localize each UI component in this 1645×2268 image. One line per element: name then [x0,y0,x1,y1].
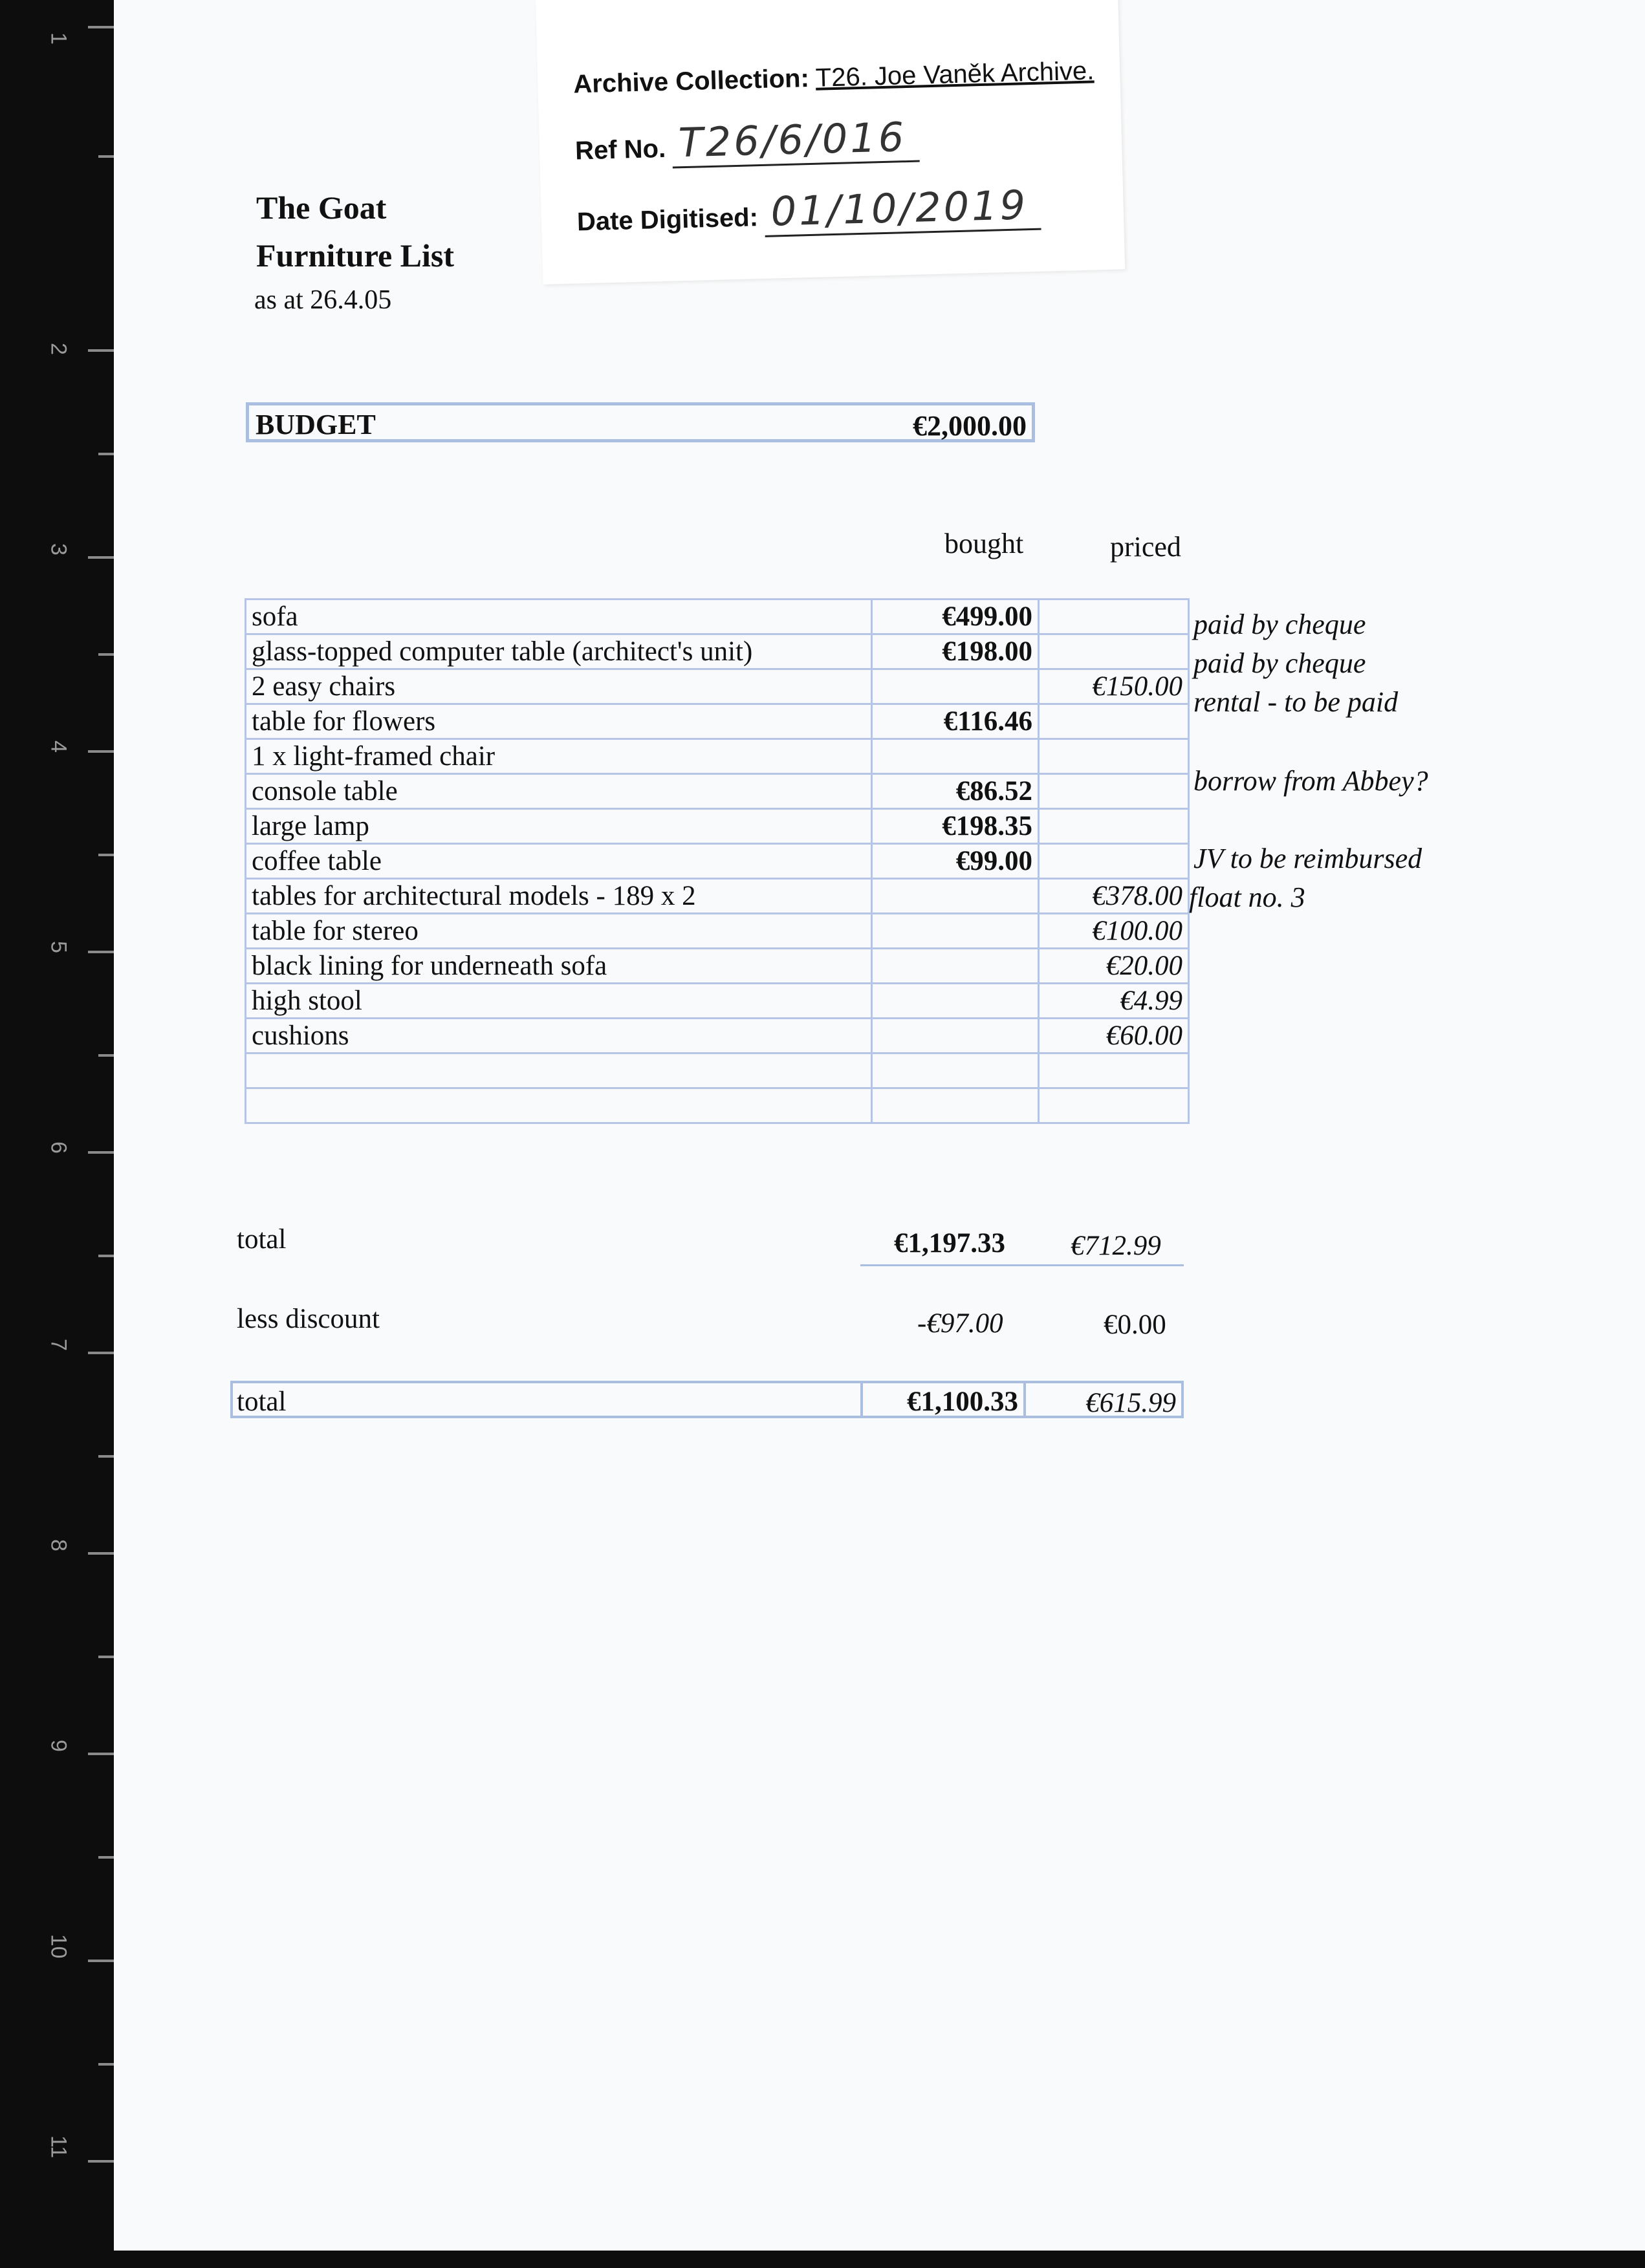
table-row [246,1019,1189,1053]
ruler-tick [88,26,114,28]
item-priced [1039,599,1189,634]
ruler-tick [88,556,114,559]
date-digitised-row [576,181,1041,243]
table-row [246,949,1189,984]
item-description: coffee table [246,844,872,879]
table-row [246,634,1189,669]
item-description: sofa [246,599,872,634]
item-bought [872,1088,1039,1123]
item-bought [872,1019,1039,1053]
table-row [246,1088,1189,1123]
item-priced: €378.00 [1039,879,1189,914]
item-priced: €150.00 [1039,669,1189,704]
item-bought: €499.00 [872,599,1039,634]
item-bought: €116.46 [872,704,1039,739]
discount-priced: €0.00 [1104,1310,1166,1340]
budget-amount: €2,000.00 [913,410,1027,442]
table-row [246,844,1189,879]
ref-no-row [574,113,920,171]
ruler-tick [88,1960,114,1962]
note-light-chair: borrow from Abbey? [1193,765,1428,797]
budget-box [246,402,1035,442]
ruler-tick [98,1054,114,1057]
final-divider [1023,1383,1026,1416]
ruler-number: 1 [46,32,71,45]
item-bought: €198.35 [872,809,1039,844]
ruler-tick [88,1352,114,1354]
item-priced [1039,774,1189,809]
ruler-tick [98,2063,114,2066]
item-priced [1039,704,1189,739]
ruler-tick [88,1753,114,1755]
final-divider [860,1383,863,1416]
item-priced [1039,1053,1189,1088]
ruler-tick [88,951,114,953]
archive-collection-label: Archive Collection: [572,63,810,99]
item-priced: €20.00 [1039,949,1189,984]
archive-collection-value: T26. Joe Vaněk Archive. [815,56,1095,92]
final-total-priced: €615.99 [1085,1388,1176,1418]
ruler-number: 10 [46,1934,71,1959]
document-page [114,0,1645,2251]
item-description: table for stereo [246,914,872,949]
ruler-number: 8 [46,1539,71,1551]
total-underline [860,1264,1184,1266]
final-total-box [230,1381,1184,1418]
ruler-number: 2 [46,343,71,355]
final-total-label: total [237,1387,287,1417]
ruler-tick [98,854,114,856]
document-title-line1: The Goat [256,189,387,226]
document-title-line2: Furniture List [256,237,455,274]
column-header-bought: bought [944,528,1024,559]
item-description [246,1088,872,1123]
ref-no-value: T26/6/016 [671,113,920,169]
note-coffee-table: float no. 3 [1189,881,1305,913]
item-bought: €86.52 [872,774,1039,809]
item-bought: €99.00 [872,844,1039,879]
date-digitised-label: Date Digitised: [576,203,759,237]
ruler-tick [98,453,114,455]
document-date: as at 26.4.05 [254,285,392,315]
ruler-tick [98,1455,114,1458]
table-row [246,879,1189,914]
ruler-tick [88,1151,114,1154]
item-bought [872,984,1039,1019]
item-description: black lining for underneath sofa [246,949,872,984]
ruler-tick [88,1552,114,1555]
ruler-number: 11 [46,2135,71,2159]
total-bought: €1,197.33 [894,1228,1005,1258]
ruler-tick [88,2160,114,2163]
ruler-number: 9 [46,1740,71,1752]
item-bought [872,669,1039,704]
date-digitised-value: 01/10/2019 [764,181,1041,237]
archive-collection-row [573,56,1095,99]
item-description: high stool [246,984,872,1019]
item-description: glass-topped computer table (architect's unit) [246,634,872,669]
table-row [246,984,1189,1019]
item-bought [872,879,1039,914]
budget-label: BUDGET [256,409,376,440]
item-description: large lamp [246,809,872,844]
item-description: console table [246,774,872,809]
ruler-number: 6 [46,1141,71,1154]
discount-bought: -€97.00 [917,1308,1003,1339]
item-bought [872,1053,1039,1088]
note-sofa: paid by cheque [1193,609,1366,640]
ruler-tick [98,653,114,656]
item-priced [1039,739,1189,774]
total-label: total [237,1224,287,1255]
table-row [246,774,1189,809]
column-header-priced: priced [1110,531,1181,563]
scan-edge [0,2251,1645,2268]
final-total-bought: €1,100.33 [907,1387,1018,1417]
item-priced: €60.00 [1039,1019,1189,1053]
discount-label: less discount [237,1304,380,1334]
table-row [246,809,1189,844]
note-easy-chairs: rental - to be paid [1193,686,1399,718]
item-priced [1039,1088,1189,1123]
ruler-tick [88,750,114,753]
note-large-lamp: JV to be reimbursed [1193,843,1422,874]
ref-no-label: Ref No. [574,134,666,166]
ruler-tick [98,155,114,158]
note-computer-table: paid by cheque [1193,647,1366,679]
table-row [246,1053,1189,1088]
ruler-number: 5 [46,941,71,953]
ruler-number: 3 [46,543,71,556]
ruler-tick [98,1255,114,1257]
item-description: table for flowers [246,704,872,739]
table-row [246,704,1189,739]
item-description [246,1053,872,1088]
item-priced [1039,634,1189,669]
table-row [246,739,1189,774]
ruler-number: 4 [46,740,71,753]
item-bought [872,739,1039,774]
table-row [246,669,1189,704]
item-description: 2 easy chairs [246,669,872,704]
measuring-ruler [0,0,114,2268]
item-bought: €198.00 [872,634,1039,669]
ruler-tick [88,349,114,352]
table-row [246,599,1189,634]
item-priced: €4.99 [1039,984,1189,1019]
archive-label [536,0,1125,285]
item-priced: €100.00 [1039,914,1189,949]
table-row [246,914,1189,949]
item-description: cushions [246,1019,872,1053]
ruler-tick [98,1656,114,1658]
total-priced: €712.99 [1071,1231,1161,1261]
item-description: 1 x light-framed chair [246,739,872,774]
item-bought [872,949,1039,984]
ruler-tick [98,1856,114,1859]
ruler-number: 7 [46,1339,71,1351]
item-priced [1039,844,1189,879]
item-priced [1039,809,1189,844]
item-bought [872,914,1039,949]
furniture-table [245,598,1190,1124]
item-description: tables for architectural models - 189 x 2 [246,879,872,914]
